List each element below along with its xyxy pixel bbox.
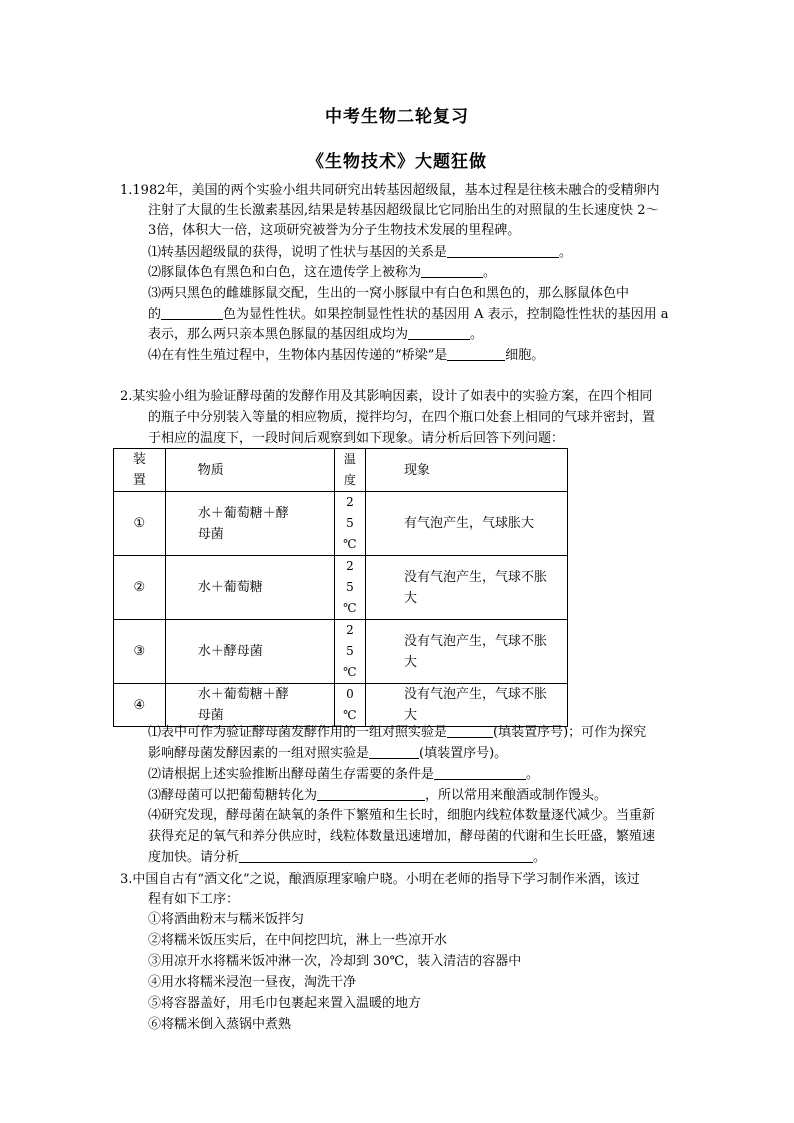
cell-phenomenon-l2: 大 — [403, 590, 417, 606]
q2-sub-1-line-2 — [148, 744, 507, 764]
q2-line-2: 的瓶子中分别装入等量的相应物质，搅拌均匀，在四个瓶口处套上相同的气球并密封，置 — [148, 410, 656, 425]
cell-temp-2: 5 — [346, 580, 354, 594]
q1-sub-3-line-3a: 表示，那么两只亲本黑色豚鼠的基因组成均为 — [148, 327, 409, 342]
header-phenomenon: 现象 — [365, 449, 567, 492]
q1-line-2: 注射了大鼠的生长激素基因,结果是转基因超级鼠比它同胎出生的对照鼠的生长速度快 2～ — [148, 203, 659, 218]
cell-phenomenon — [365, 492, 567, 556]
cell-device: ① — [114, 492, 166, 556]
cell-temp-1: 0 — [346, 687, 354, 701]
q2-sub-1-line-2a: 影响酵母菌发酵因素的一组对照实验是 — [148, 746, 370, 761]
cell-phenomenon-l1: 没有气泡产生，气球不胀 — [403, 633, 547, 649]
cell-phenomenon-l2: 大 — [403, 708, 417, 723]
cell-temp-1: 2 — [346, 495, 354, 509]
cell-device: ③ — [114, 620, 166, 684]
table-row — [114, 492, 568, 556]
cell-substance — [165, 492, 334, 556]
q2-sub-3a: ⑶酵母菌可以把葡萄糖转化为 — [148, 788, 318, 803]
q2-sub-3 — [148, 786, 607, 806]
q2-sub-4-line-3 — [148, 848, 546, 868]
q3-step: ⑤将容器盖好，用毛巾包裹起来置入温暖的地方 — [148, 996, 422, 1011]
q2-sub-2a: ⑵请根据上述实验推断出酵母菌生存需要的条件是 — [148, 767, 435, 782]
page-subtitle: 《生物技术》大题狂做 — [307, 152, 487, 172]
answer-blank[interactable] — [447, 244, 559, 258]
cell-substance — [165, 684, 334, 727]
q2-sub-2 — [148, 765, 539, 785]
cell-temp-3: ℃ — [343, 665, 357, 679]
cell-temperature — [334, 684, 365, 727]
q1-line-1: 1.1982年，美国的两个实验小组共同研究出转基因超级鼠，基本过程是往核未融合的受精卵内 — [120, 183, 660, 198]
cell-phenomenon — [365, 620, 567, 684]
cell-temp-2: 5 — [346, 516, 354, 530]
q2-line-3: 于相应的温度下，一段时间后观察到如下现象。请分析后回答下列问题： — [148, 431, 565, 446]
header-device-l1: 装 — [132, 452, 146, 467]
q1-sub-3-line-2 — [148, 305, 669, 325]
q3-line-2: 程有如下工序： — [148, 892, 240, 907]
cell-substance: 水＋葡萄糖 — [165, 556, 334, 620]
q3-step: ④用水将糯米浸泡一昼夜，淘洗干净 — [148, 975, 357, 990]
header-temperature — [334, 449, 365, 492]
header-temp-l1: 温 — [343, 452, 356, 466]
header-device-l2: 置 — [132, 473, 146, 488]
q2-sub-4-line-2: 获得充足的氧气和养分供应时，线粒体数量迅速增加，酵母菌的代谢和生长旺盛，繁殖速 — [148, 829, 656, 844]
cell-substance: 水＋酵母菌 — [165, 620, 334, 684]
q1-sub-4b: 细胞。 — [505, 348, 545, 363]
cell-substance-l1: 水＋葡萄糖＋酵 — [197, 505, 289, 521]
q1-sub-3-line-3b: 。 — [470, 327, 484, 342]
q1-sub-4 — [148, 346, 544, 366]
cell-substance-l2: 母菌 — [197, 526, 224, 542]
q2-sub-4-line-3b: 。 — [533, 850, 547, 865]
cell-temperature — [334, 556, 365, 620]
cell-device: ④ — [114, 684, 166, 727]
cell-phenomenon-l2: 大 — [403, 654, 417, 670]
cell-device: ② — [114, 556, 166, 620]
table-row — [114, 684, 568, 727]
q2-sub-4-line-1: ⑷研究发现，酵母菌在缺氧的条件下繁殖和生长时，细胞内线粒体数量逐代减少。当重新 — [148, 808, 656, 823]
q3-step: ①将酒曲粉末与糯米饭拌匀 — [148, 912, 305, 927]
q1-sub-1-end: 。 — [559, 245, 573, 260]
answer-blank[interactable] — [239, 849, 533, 863]
answer-blank[interactable] — [317, 787, 425, 801]
q3-step: ⑥将糯米倒入蒸锅中煮熟 — [148, 1017, 292, 1032]
q2-sub-1-line-1a: ⑴表中可作为验证酵母菌发酵作用的一组对照实验是 — [148, 725, 448, 740]
q1-sub-1 — [148, 243, 572, 263]
cell-temp-1: 2 — [346, 623, 354, 637]
q1-sub-3-line-2b: 色为显性性状。如果控制显性性状的基因用 A 表示，控制隐性性状的基因用 a — [223, 307, 669, 322]
q1-sub-4a: ⑷在有性生殖过程中，生物体内基因传递的“桥梁”是 — [148, 348, 448, 363]
table-header-row — [114, 449, 568, 492]
q1-sub-1-text: ⑴转基因超级鼠的获得，说明了性状与基因的关系是 — [148, 245, 448, 260]
q3-step: ③用凉开水将糯米饭冲淋一次，冷却到 30℃，装入清洁的容器中 — [148, 954, 522, 969]
q1-sub-3-line-1: ⑶两只黑色的雌雄豚鼠交配，生出的一窝小豚鼠中有白色和黑色的，那么豚鼠体色中 — [148, 286, 630, 301]
q2-sub-1-line-1b: (填装置序号)；可作为探究 — [493, 725, 647, 740]
answer-blank[interactable] — [408, 326, 470, 340]
table-row — [114, 556, 568, 620]
header-temp-l2: 度 — [343, 473, 356, 487]
cell-temp-3: ℃ — [343, 537, 357, 551]
header-substance: 物质 — [165, 449, 334, 492]
q2-sub-1-line-1 — [148, 723, 646, 743]
table-row — [114, 620, 568, 684]
cell-phenomenon-l1: 没有气泡产生，气球不胀 — [403, 569, 547, 585]
answer-blank[interactable] — [447, 347, 505, 361]
q1-sub-2 — [148, 263, 496, 283]
cell-temperature — [334, 620, 365, 684]
q3-step: ②将糯米饭压实后，在中间挖凹坑，淋上一些凉开水 — [148, 933, 448, 948]
answer-blank[interactable] — [434, 766, 526, 780]
cell-substance-l1: 水＋葡萄糖＋酵 — [197, 687, 289, 702]
cell-phenomenon — [365, 684, 567, 727]
q3-line-1: 3.中国自古有“酒文化”之说，酿酒原理家喻户晓。小明在老师的指导下学习制作米酒，该过 — [120, 872, 640, 887]
cell-phenomenon-l1: 有气泡产生，气球胀大 — [403, 516, 534, 531]
q1-sub-3-line-2a: 的 — [148, 307, 162, 322]
q2-sub-2b: 。 — [526, 767, 540, 782]
cell-temperature — [334, 492, 365, 556]
page-title: 中考生物二轮复习 — [325, 107, 469, 127]
cell-temp-2: 5 — [346, 644, 354, 658]
cell-temp-3: ℃ — [343, 601, 357, 615]
cell-phenomenon-l1: 没有气泡产生，气球不胀 — [403, 687, 547, 702]
answer-blank[interactable] — [447, 724, 493, 738]
q2-sub-1-line-2b: (填装置序号)。 — [419, 746, 508, 761]
q2-sub-3b: ，所以常用来酿酒或制作馒头。 — [425, 788, 608, 803]
cell-temp-1: 2 — [346, 559, 354, 573]
q1-sub-3-line-3 — [148, 325, 483, 345]
q2-sub-4-line-3a: 度加快。请分析 — [148, 850, 240, 865]
cell-phenomenon — [365, 556, 567, 620]
answer-blank[interactable] — [369, 745, 419, 759]
cell-substance-l2: 母菌 — [197, 708, 224, 723]
cell-temp-2: ℃ — [343, 708, 357, 722]
answer-blank[interactable] — [161, 306, 223, 320]
q1-sub-2-end: 。 — [483, 265, 497, 280]
q1-sub-2-text: ⑵豚鼠体色有黑色和白色，这在遗传学上被称为 — [148, 265, 422, 280]
q1-line-3: 3倍，体积大一倍，这项研究被誉为分子生物技术发展的里程碑。 — [148, 223, 521, 238]
answer-blank[interactable] — [421, 264, 483, 278]
header-device — [114, 449, 166, 492]
experiment-table — [113, 448, 568, 727]
q2-line-1: 2.某实验小组为验证酵母菌的发酵作用及其影响因素，设计了如表中的实验方案，在四个相同 — [120, 389, 653, 404]
